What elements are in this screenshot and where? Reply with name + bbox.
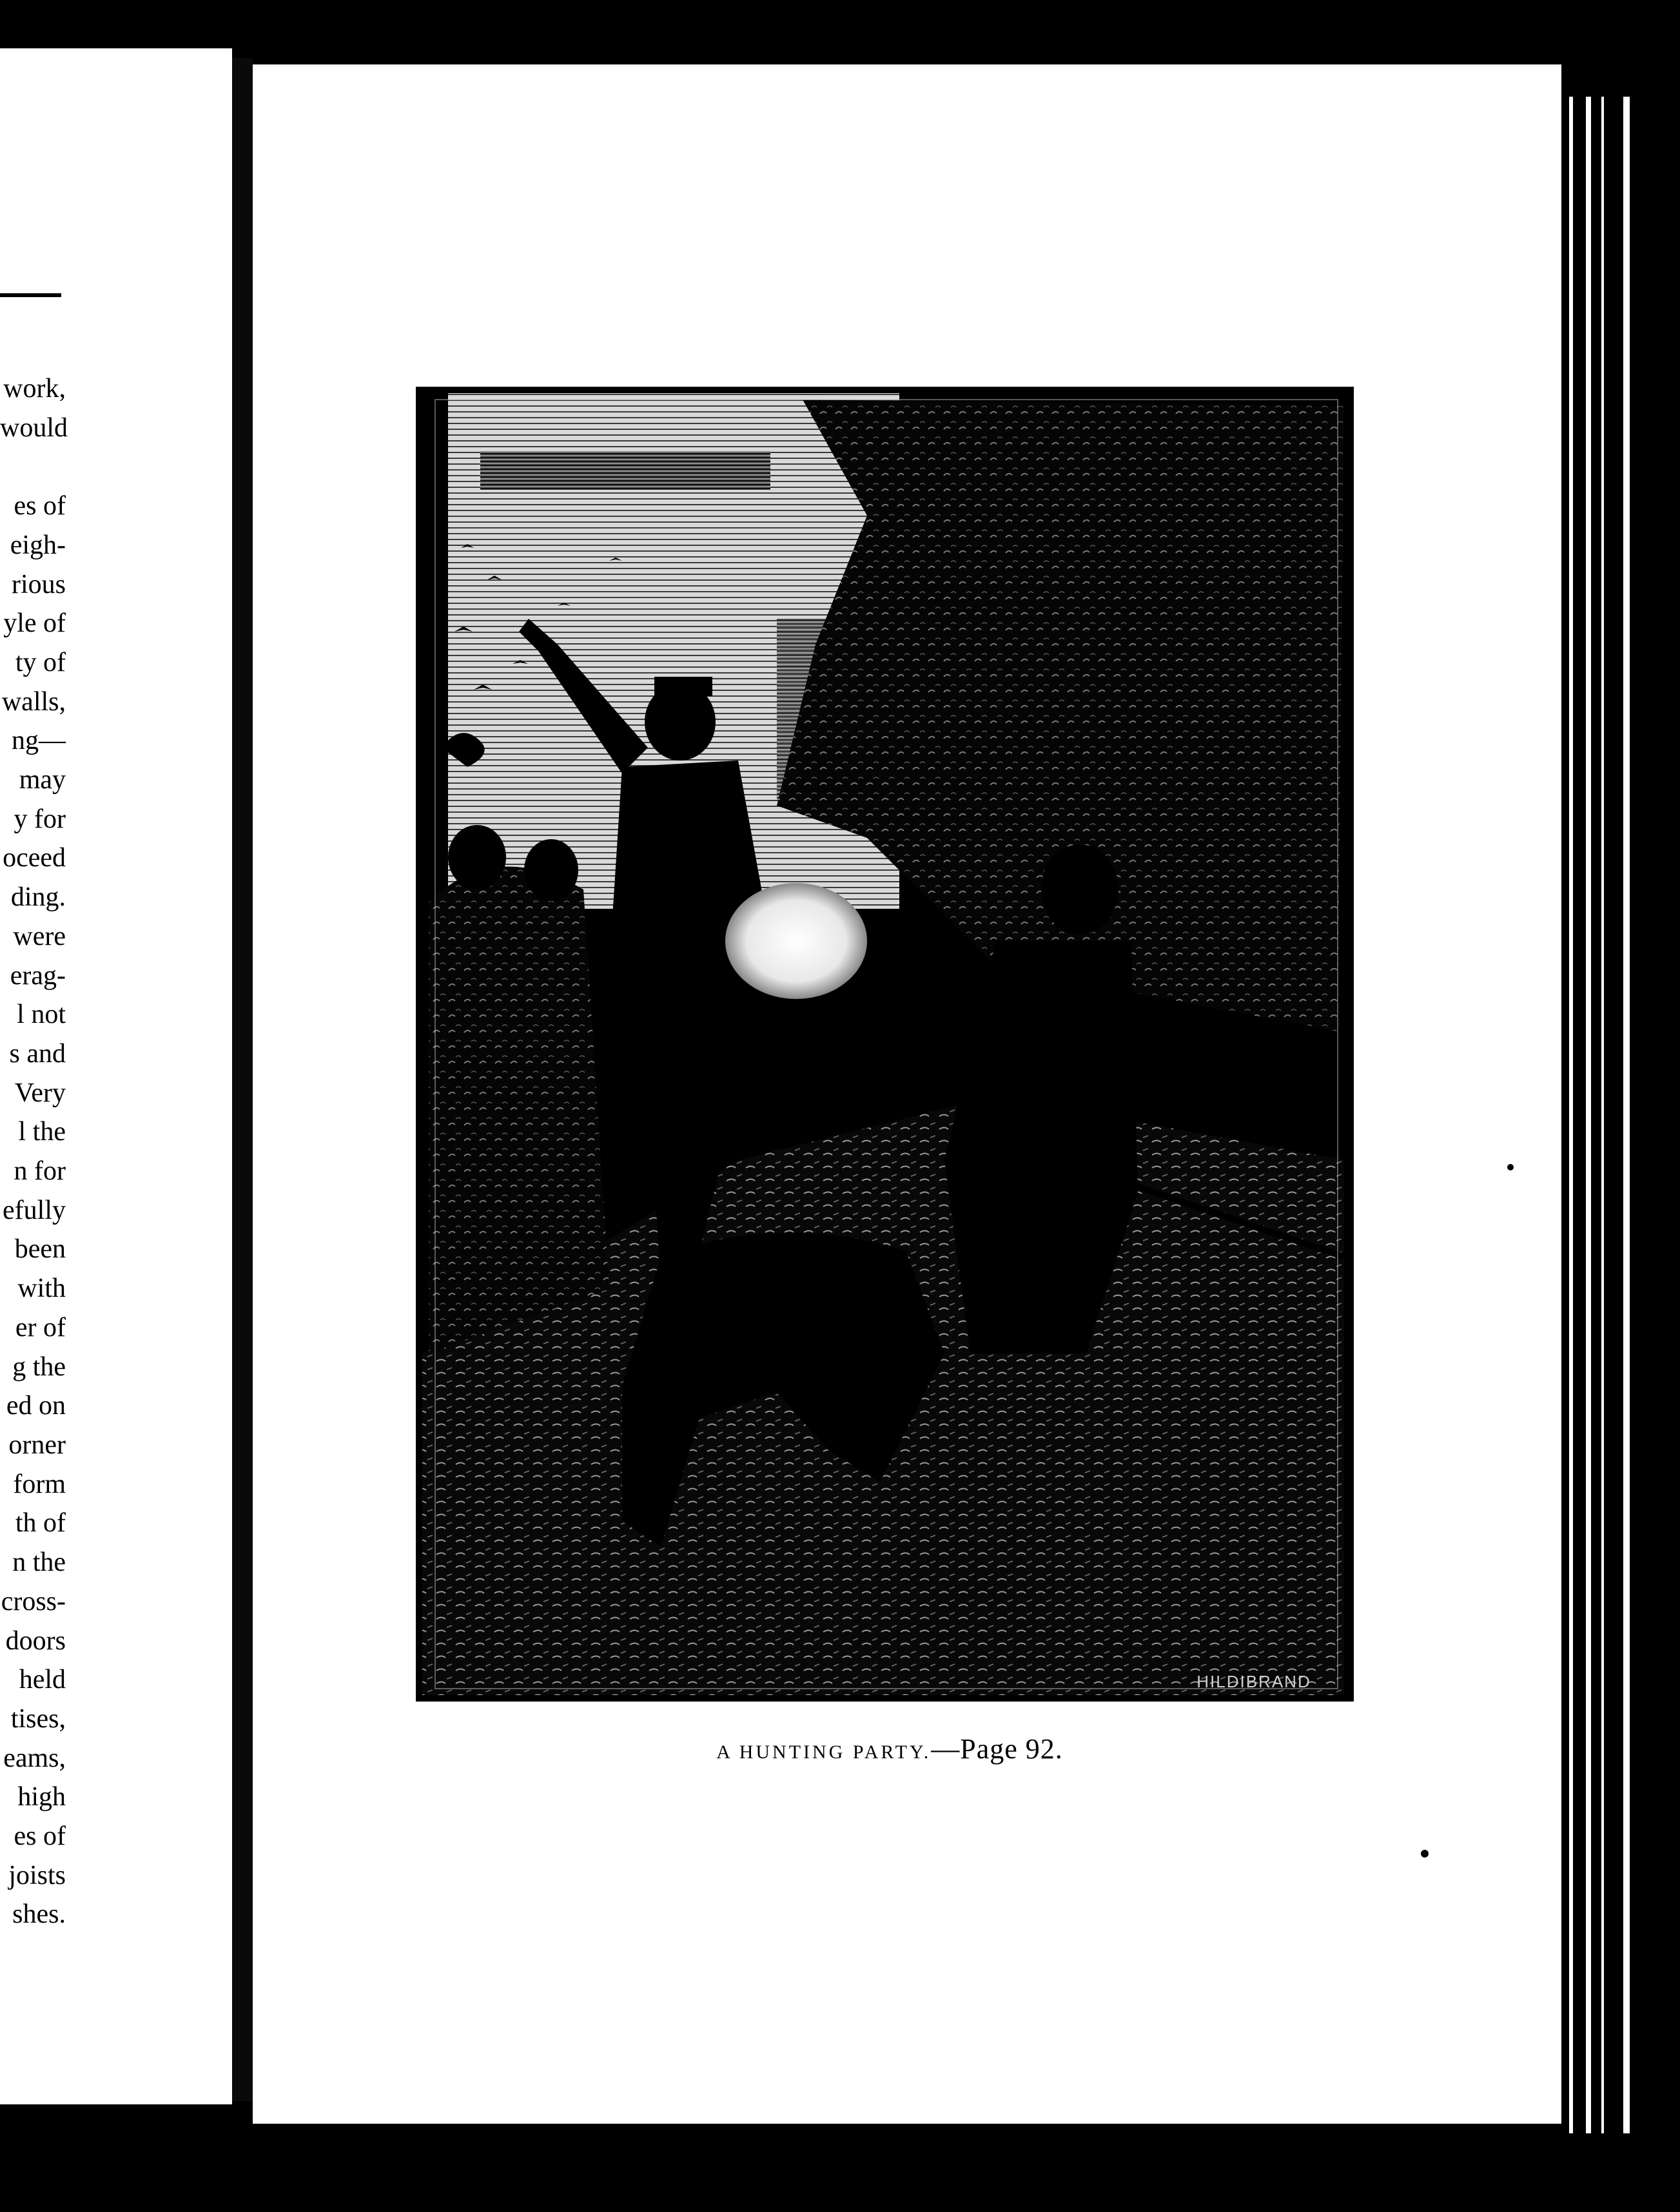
left-page-text-line: efully: [3, 1195, 66, 1225]
engraver-signature: HILDIBRAND: [1197, 1672, 1311, 1691]
left-page-text-line: es of: [14, 491, 66, 521]
left-page-text-line: walls,: [1, 686, 66, 717]
left-page-text-line: been: [14, 1234, 66, 1265]
left-page-text-line: would: [0, 412, 68, 443]
hunting-party-engraving: [416, 387, 1354, 1702]
illustration-caption: [683, 1732, 1096, 1765]
left-page-text-line: ty of: [15, 647, 66, 677]
left-page-text-line: may: [19, 765, 66, 795]
left-page-text-line: tises,: [10, 1703, 66, 1734]
left-page-text-line: l the: [18, 1117, 66, 1147]
left-page-text-line: yle of: [3, 608, 66, 639]
left-page-text-line: shes.: [12, 1899, 66, 1930]
left-page-text-line: [0, 447, 66, 487]
caption-page-ref: Page 92.: [960, 1733, 1063, 1765]
left-page-text-line: Very: [14, 1078, 66, 1108]
left-page-text-line: ng—: [12, 726, 66, 756]
left-page-text-line: y for: [14, 804, 66, 834]
header-rule: [0, 293, 61, 297]
left-page-text-line: erag-: [10, 960, 66, 991]
caption-dash: —: [931, 1733, 961, 1765]
left-page-text-line: with: [17, 1274, 66, 1304]
left-page-text-line: rious: [12, 569, 66, 599]
left-page-text-line: er of: [15, 1312, 66, 1343]
left-page-text-line: s and: [9, 1038, 66, 1069]
gun-smoke: [725, 883, 867, 999]
left-page-text-line: work,: [3, 374, 66, 403]
left-page-text-line: joists: [8, 1860, 66, 1890]
left-page-text-line: g the: [12, 1352, 66, 1382]
left-page-text-column: [0, 369, 66, 1934]
left-page-text-line: es of: [14, 1821, 66, 1852]
left-page-text-line: ed on: [6, 1391, 66, 1421]
left-page-text-line: ding.: [10, 882, 66, 913]
left-facing-page: [0, 48, 232, 2104]
left-page-text-line: high: [17, 1782, 66, 1812]
scan-speck: [1507, 1164, 1514, 1170]
book-page-edges: [1561, 97, 1680, 2133]
scan-speck: [1421, 1850, 1429, 1858]
left-page-text-line: held: [19, 1665, 66, 1695]
left-page-text-line: doors: [5, 1625, 66, 1656]
left-page-text-line: eams,: [3, 1743, 66, 1773]
left-page-text-line: cross-: [1, 1586, 66, 1616]
left-page-text-line: were: [13, 921, 66, 951]
left-page-text-line: l not: [17, 1000, 66, 1030]
book-gutter: [232, 58, 253, 2101]
left-page-text-line: n the: [12, 1547, 66, 1578]
caption-title: A HUNTING PARTY.: [716, 1741, 932, 1763]
left-page-text-line: orner: [8, 1430, 66, 1460]
left-page-text-line: th of: [15, 1508, 66, 1538]
left-page-text-line: eigh-: [10, 530, 66, 560]
engraving-illustration: [416, 387, 1354, 1702]
left-page-text-line: form: [13, 1469, 66, 1499]
left-page-text-line: oceed: [3, 843, 66, 873]
left-page-text-line: n for: [14, 1156, 66, 1187]
